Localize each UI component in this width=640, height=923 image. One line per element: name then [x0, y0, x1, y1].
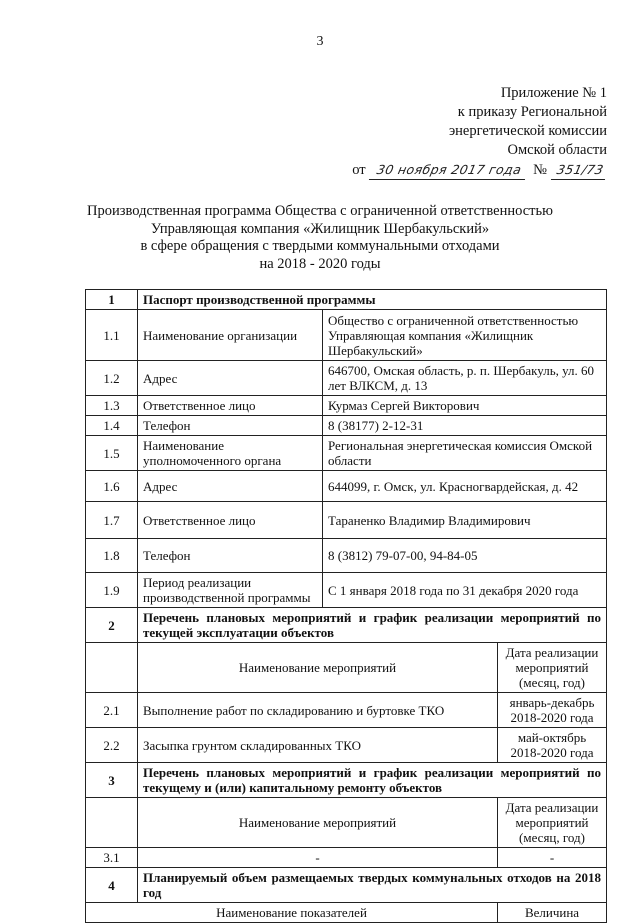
row-value: Региональная энергетическая комиссия Омской области	[323, 436, 607, 471]
handwritten-date: 30 ноября 2017 года	[369, 160, 530, 180]
section-number: 2	[86, 608, 138, 643]
section-title: Планируемый объем размещаемых твердых коммунальных отходов на 2018 год	[138, 868, 607, 903]
row-number: 1.6	[86, 471, 138, 502]
title-line-1: Производственная программа Общества с ограниченной ответственностью	[87, 203, 553, 219]
row-number: 2.1	[86, 693, 138, 728]
section-1-header	[86, 290, 607, 310]
table-row	[86, 310, 607, 361]
section-2-header	[86, 608, 607, 643]
table-row	[86, 693, 607, 728]
page-number: 3	[316, 34, 324, 49]
document-title	[0, 203, 640, 273]
row-number: 1.3	[86, 396, 138, 416]
column-header-row	[86, 903, 607, 923]
row-label: Телефон	[138, 416, 323, 436]
section-title: Перечень плановых мероприятий и график реализации мероприятий по текущему и (или) капитальному ремонту объектов	[138, 763, 607, 798]
row-value: Курмаз Сергей Викторович	[323, 396, 607, 416]
column-header-row	[86, 798, 607, 848]
row-number: 1.8	[86, 539, 138, 573]
row-number: 1.1	[86, 310, 138, 361]
empty-cell	[86, 643, 138, 693]
row-label: Адрес	[138, 361, 323, 396]
empty-cell	[86, 798, 138, 848]
row-name: Засыпка грунтом складированных ТКО	[138, 728, 498, 763]
section-number: 4	[86, 868, 138, 903]
section-number: 3	[86, 763, 138, 798]
table-row	[86, 728, 607, 763]
order-reference-line	[352, 160, 607, 180]
row-value: 644099, г. Омск, ул. Красногвардейская, д. 42	[323, 471, 607, 502]
column-header-row	[86, 643, 607, 693]
column-header-date: Дата реализации мероприятий (месяц, год)	[498, 798, 607, 848]
table-row	[86, 361, 607, 396]
appendix-line-3: энергетической комиссии	[448, 123, 607, 139]
section-number: 1	[86, 290, 138, 310]
from-label: от	[352, 162, 366, 178]
row-name: Выполнение работ по складированию и буртовке ТКО	[138, 693, 498, 728]
row-number: 2.2	[86, 728, 138, 763]
row-label: Наименование организации	[138, 310, 323, 361]
handwritten-order-number: 351/73	[550, 160, 609, 180]
row-number: 1.5	[86, 436, 138, 471]
table-row	[86, 573, 607, 608]
row-date: -	[498, 848, 607, 868]
title-line-2: Управляющая компания «Жилищник Шербакульский»	[150, 220, 490, 237]
table-row	[86, 436, 607, 471]
row-label: Адрес	[138, 471, 323, 502]
table-row	[86, 848, 607, 868]
row-number: 1.2	[86, 361, 138, 396]
row-number: 1.4	[86, 416, 138, 436]
row-number: 3.1	[86, 848, 138, 868]
production-program-table	[85, 289, 607, 923]
column-header-name: Наименование мероприятий	[138, 798, 498, 848]
row-value: Тараненко Владимир Владимирович	[323, 502, 607, 539]
row-label: Наименование уполномоченного органа	[138, 436, 323, 471]
section-4-header	[86, 868, 607, 903]
row-date: май-октябрь 2018-2020 года	[498, 728, 607, 763]
row-value: 646700, Омская область, р. п. Шербакуль, ул. 60 лет ВЛКСМ, д. 13	[323, 361, 607, 396]
row-date: январь-декабрь 2018-2020 года	[498, 693, 607, 728]
column-header-value: Величина	[498, 903, 607, 923]
appendix-line-2: к приказу Региональной	[457, 104, 607, 120]
row-label: Ответственное лицо	[138, 396, 323, 416]
section-title: Перечень плановых мероприятий и график реализации мероприятий по текущей эксплуатации объектов	[138, 608, 607, 643]
table-row	[86, 502, 607, 539]
number-label: №	[533, 162, 547, 178]
row-value: 8 (38177) 2-12-31	[323, 416, 607, 436]
table-row	[86, 416, 607, 436]
row-value: С 1 января 2018 года по 31 декабря 2020 года	[323, 573, 607, 608]
row-value: 8 (3812) 79-07-00, 94-84-05	[323, 539, 607, 573]
appendix-line-4: Омской области	[507, 142, 607, 158]
appendix-line-1: Приложение № 1	[500, 85, 607, 101]
table-row	[86, 471, 607, 502]
title-line-3: в сфере обращения с твердыми коммунальными отходами	[140, 238, 500, 254]
row-label: Телефон	[138, 539, 323, 573]
appendix-block	[352, 84, 607, 180]
section-3-header	[86, 763, 607, 798]
table-row	[86, 539, 607, 573]
row-name: -	[138, 848, 498, 868]
column-header-date: Дата реализации мероприятий (месяц, год)	[498, 643, 607, 693]
row-number: 1.9	[86, 573, 138, 608]
column-header-indicator: Наименование показателей	[86, 903, 498, 923]
column-header-name: Наименование мероприятий	[138, 643, 498, 693]
title-line-4: на 2018 - 2020 годы	[259, 255, 381, 272]
row-value: Общество с ограниченной ответственностью Управляющая компания «Жилищник Шербакульский»	[323, 310, 607, 361]
table-row	[86, 396, 607, 416]
row-label: Ответственное лицо	[138, 502, 323, 539]
row-label: Период реализации производственной программы	[138, 573, 323, 608]
section-title: Паспорт производственной программы	[138, 290, 607, 310]
row-number: 1.7	[86, 502, 138, 539]
